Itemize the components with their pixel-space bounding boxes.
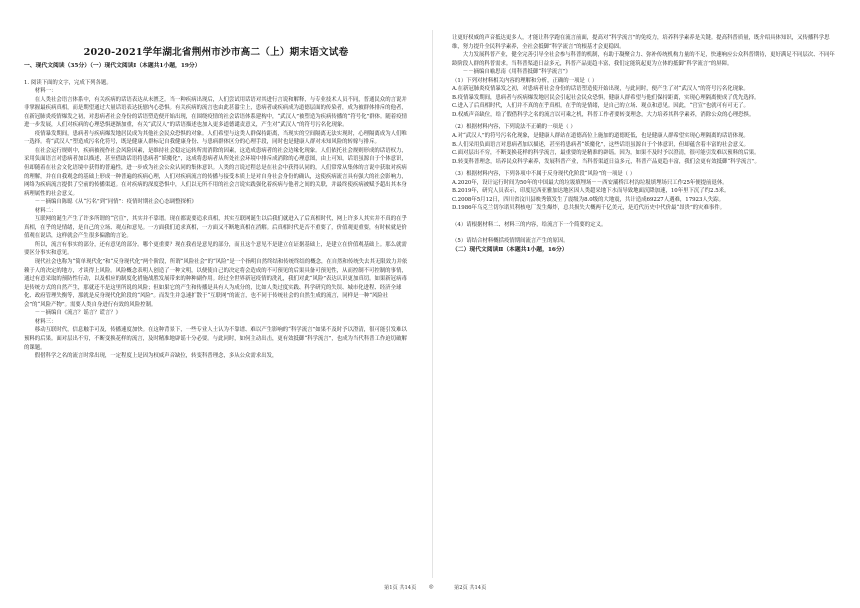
material-three-paragraph: 大力发展科普产业，健全完善引导全社会参与科普的机制，有助于凝聚合力、弥补传统机构力量的不足，快速响应公众科普期待，更好满足不同层次、不同年龄阶段人群的科普需求。当科普渠道日益多元，科普产品更趋丰富，我们定能筑起更为立体的抵御“科学流言”的屏障。: [452, 52, 835, 67]
material-two-label: 材料二：: [34, 207, 57, 214]
right-column: [452, 34, 836, 255]
question-2-option-a: A.对“武汉人”的符号污名化现象，是健康人群站在道德高位上施加的道德贬低，也是健康人群希望实现心理隔离的话语体现。: [452, 133, 749, 140]
column-divider: [432, 30, 433, 578]
material-two-paragraph: 现代社会也称为“简单现代化”和“反身现代化”两个阶段，所谓“风险社会”的“风险”是一个指明自然终结和传统终结的概念，在自然和传统失去其无限效力并依赖于人的决定的地方，才谈得上风险。风险概念表明人创造了一种文明，以便使自己的决定将会造成的不可预见的后果具备可预见性，从而控制不可控制的事情，通过有意采取的预防性行动，以及相应的制度化措施战胜发展带来的种种副作用。经过全世界新冠疫情的洗礼，我们对此“风险”表达认识更加真切。如果新冠病毒是传统方式的自然产生，那就还不是这里所说的风险；但如果它的产生和传播是具有人为成分的，比如人类过度实践、科学研究的失误、城市化进程、经济全球化、政府管理失衡等，那就是反身现代化阶段的“风险”。而发生并急速扩散于“互联网”的流言，也不同于传统社会的自然生成的流言，同样是一种“风险社会”的“风险产物”。需要人类自身进行有效的风险控制。: [24, 259, 408, 308]
page-title: 2020-2021学年湖北省荆州市沙市高二（上）期末语文试卷: [83, 47, 349, 58]
left-page-number: 第1页 共14页: [384, 585, 417, 591]
question-5-stem: （5）请结合材料概括疫情期间流言产生的原因。: [452, 238, 569, 245]
question-1-stem: （1）下列对材料相关内容的理解和分析，正确的一项是（ ）: [452, 77, 598, 84]
left-column: [24, 62, 408, 361]
material-one-label: 材料一：: [34, 88, 57, 95]
question-2-stem: （2）根据材料内容，下列说法不正确的一项是（ ）: [452, 124, 576, 131]
question-4-stem: （4）请根据材料二、材料三的内容，给流言下一个简要的定义。: [452, 221, 607, 228]
question-1-option-a: A.在新冠肺炎疫情暴发之初，对患病者社会身份的话语塑造使开始出现，与此同时，便产生了对“武汉人”的符号污名化现象。: [452, 86, 749, 93]
material-one-source: －－摘编自陈聪《从“污名”到“同情”：疫情时期社会心态调整探析》: [34, 199, 197, 206]
section-heading: 一、现代文阅读（35分）（一）现代文阅读Ⅰ（本题共1小题，19分）: [24, 63, 201, 69]
question-3-stem: （3）根据材料内容，下列各项中不属于反身现代化阶段“风险”的一项是（ ）: [452, 171, 636, 178]
section-two-heading: （二）现代文阅读Ⅱ（本题共1小题，16分）: [452, 247, 568, 254]
material-two-paragraph: 所以，流言有事实的部分，还有意见的部分。哪个更重要？现在我看是意见的部分，而且这个意见不是建立在证据基础上，是建立在价值观基础上。那么就需要区分事实和意见。: [24, 241, 407, 257]
question-3-option-b: B.2019年，研究人员表示，印度尼西亚雅加达地区因人类超采地下水而导致地面沉降加速，10年里下沉了约2.5米。: [452, 188, 730, 195]
material-one-paragraph: 疫情暴发期间，患病者与疾病爆发地居民成为其他社会民众恐惧的对象。人们希望与这类人群保持距离，当现实的空间隔离无法实现时，心理隔离成为人们唯一选择。将“武汉人”塑造成污名化符号，既是健康人群标记自我健康身份、与患病群体区分的心理手段，同时也是健康人群对未知风险的转嫁与排斥。: [24, 130, 407, 146]
material-three-paragraph: 移动互联时代，信息触手可及，传播速度加快。在这种背景下，一些专业人士认为不靠谱、难以产生影响的“科学流言”如果不及时予以澄清，很可能引发难以预料的后果。面对层出不穷，不断变换花样的流言，及时精准地辟谣十分必要。与此同时，如何主动出击，更有效抵御“科学流言”，也成为当代科普工作迫切破解的课题。: [24, 327, 407, 351]
material-three-paragraph: 让更好权威的声音抵达更多人，才能让科学跑在流言前面，提高对“科学流言”的免疫力，培养科学素养是关键。提高科普质量，既介绍具体知识，又传播科学思维，努力提升全民科学素养，全社会抵御“科学流言”的根基才会更稳固。: [452, 35, 830, 50]
question-2-option-c: C.面对层出不穷，不断变换花样的科学流言，最重要的是精准的辟谣。因为，如果不及时予以澄清，很可能引发难以预料的后果。: [452, 150, 760, 157]
question-2-option-d: D.转变科普理念，培养民众科学素养，发展科普产业，当科普渠道日益多元，科普产品更趋丰富，我们会更有效抵御“科学流言”。: [452, 158, 760, 165]
question-3-option-a: A.2020年，设计运行时间为50年的中国最大的垃圾填埋场－－西安灞桥江村沟垃圾填埋场只工作25年便提前退休。: [452, 179, 728, 186]
question-intro: 1. 阅读下面的文字，完成下列各题。: [24, 79, 112, 86]
material-one-paragraph: 在社会运行规则中，疾病被视作社会风险因素，是维持社会稳定运转所需消除的因素，这造成患病者的社会边缘化现象。人们依托社会规则形成的话语权力，采用负面语言对患病者加以描述，甚至借助话语将患病者“妖魔化”，这成将患病者从所处社会环境中排斥成消除的心理意图，由上可知，话语虽源自于个体意识，但却随着在社会文化语境中获得的普遍性，进一步成为社会公众认同的集体意识。人类的言说过程总是在社会中获得认同的，人们常常从集体的言说中获取对疾病的理解，并在自我观念的基础上形成一种普遍的疾病心理，人们对疾病流言的传播与接受本质上是对自身社会身份的确认，这使疾病流言具有强大的社会影响力，网络为疾病流言提供了空前的传播渠道。在对疾病的深度恐惧中，人们以无所不用的社会言说实践强化着疾病与他者之间的关联，并最终使疾病被赋予超出其本身病理属性的社会意义。: [24, 147, 407, 197]
question-2-option-b: B.人们采用负面语言对患病者加以描述，甚至将患病者“妖魔化”，这些话语虽源自于个体意识，但却蕴含着丰富的社会意义。: [452, 141, 749, 148]
binding-circle-icon: ◎: [429, 584, 434, 590]
question-1-option-d: D.权威声音缺位，给了假借科学之名的流言以可乘之机，科普工作者要转变理念，大力培养其科学素养，消除公众的心理恐惧。: [452, 111, 755, 118]
material-two-source: －－摘编自《流言？谣言？谎言？》: [34, 310, 122, 317]
question-1-option-c: C.进入了后真相时代，人们并不真的在乎真相，在乎的是情绪，是自己的立场、观点和意见。因此，“官宣”也就可有可无了。: [452, 103, 749, 110]
question-3-option-d: D.1986年乌克兰切尔诺贝利核电厂发生爆炸，总共损失大概两千亿美元，是近代历史中代价最“昂贵”的灾难事件。: [452, 205, 726, 212]
material-two-paragraph: 互联网的诞生产生了许多所谓的“官宣”，其实并不靠谱。现在都说要追求真相，其实互联网诞生以后我们就进入了后真相时代，网上许多人其实并不真的在乎真相，在乎的是情绪，是自己的立场、观点和意见。一方面我们追求真相，一方面又不断地真相在消解。后真相时代是否不重要了，价值观更重要，有时候就是价值观在说话，这样就会产生很多偏激的言论。: [24, 216, 407, 240]
right-page-number: 第2页 共14页: [454, 585, 487, 591]
material-three-source: －－摘编自喻思南《用科普抵御“科学流言”》: [462, 69, 571, 76]
question-3-option-c: C.2008年5月12日，四川省汶川县映秀镇发生了震级为8.0级的大地震，共计造成69227人遇难，17923人失踪。: [452, 196, 724, 203]
question-1-option-b: B.疫情暴发期间，患病者与疾病爆发地居民会引起社会民众恐惧，健康人群希望与他们保持距离，实现心理隔离便成了优先选择。: [452, 94, 760, 101]
material-three-label: 材料三：: [34, 318, 57, 325]
material-one-paragraph: 在人类社会语言体系中，有关疾病的话语表达从未匮乏。当一种疾病出现后，人们尝试用话语对其进行言说和解释，与专业技术人员不同，普通民众的言说并非掌握最疾病真相，而是期望通过大量话语表达抚慰内心恐惧。有关疾病的流言也由此甚嚣尘上，患病者或疾病成为道德层面的传染者，成为被群体排斥的他者，在新冠肺炎疫情爆发之初，对患病者社会身份的话语塑造便开始出现，在围绕疫情的社会话语体系建构中，“武汉人”被塑造为疾病传播的“符号化”群体。随着疫情进一步发展，人们对疾病的心理恐惧逐渐加重，有关“武汉人”的话语描述也加入更多道德谴责意义，产生对“武汉人”的符号污名化现象。: [24, 96, 407, 129]
material-three-paragraph: 假借科学之名的流言时常出现，一定程度上是因为权威声音缺位，转变科普理念，多从公众需求出发，: [34, 353, 278, 360]
